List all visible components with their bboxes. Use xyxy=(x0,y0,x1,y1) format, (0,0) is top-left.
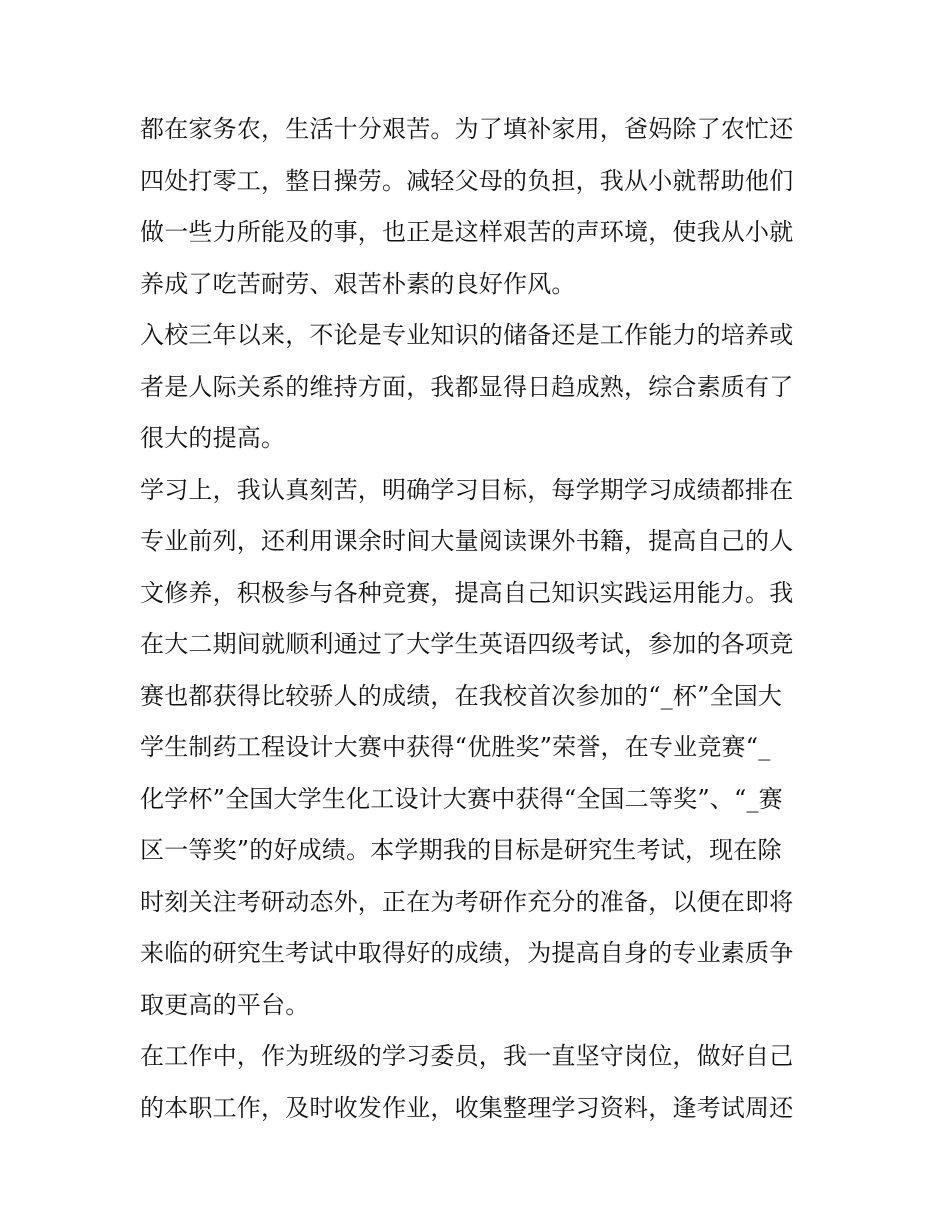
text-line: 化学杯”全国大学生化工设计大赛中获得“全国二等奖”、“_赛 xyxy=(140,784,783,813)
text-line: 文修养，积极参与各种竞赛，提高自己知识实践运用能力。我 xyxy=(140,578,794,607)
text-line: 的本职工作，及时收发作业，收集整理学习资料，逢考试周还 xyxy=(140,1093,794,1122)
text-line: 做一些力所能及的事，也正是这样艰苦的声环境，使我从小就 xyxy=(140,218,794,246)
text-line: 来临的研究生考试中取得好的成绩，为提高自身的专业素质争 xyxy=(140,939,794,967)
text-line: 取更高的平台。 xyxy=(140,990,310,1019)
text-line: 专业前列，还利用课余时间大量阅读课外书籍，提高自己的人 xyxy=(140,527,794,555)
text-line: 在大二期间就顺利通过了大学生英语四级考试，参加的各项竞 xyxy=(140,630,794,658)
text-line: 区一等奖”的好成绩。本学期我的目标是研究生考试，现在除 xyxy=(140,836,782,864)
text-line: 四处打零工，整日操劳。减轻父母的负担，我从小就帮助他们 xyxy=(140,166,794,195)
text-line: 入校三年以来，不论是专业知识的储备还是工作能力的培养或 xyxy=(140,321,794,349)
text-line: 在工作中，作为班级的学习委员，我一直坚守岗位，做好自己 xyxy=(140,1042,794,1070)
text-line: 时刻关注考研动态外，正在为考研作充分的准备，以便在即将 xyxy=(140,887,794,916)
text-line: 学习上，我认真刻苦，明确学习目标，每学期学习成绩都排在 xyxy=(140,475,794,504)
text-line: 者是人际关系的维持方面，我都显得日趋成熟，综合素质有了 xyxy=(140,372,794,401)
text-line: 都在家务农，生活十分艰苦。为了填补家用，爸妈除了农忙还 xyxy=(140,115,794,143)
text-line: 赛也都获得比较骄人的成绩，在我校首次参加的“_杯”全国大 xyxy=(140,681,783,710)
text-line: 很大的提高。 xyxy=(140,424,286,452)
body-text xyxy=(140,104,820,1134)
text-line: 学生制药工程设计大赛中获得“优胜奖”荣誉，在专业竞赛“_ xyxy=(140,733,771,761)
text-line: 养成了吃苦耐劳、艰苦朴素的良好作风。 xyxy=(140,269,576,298)
